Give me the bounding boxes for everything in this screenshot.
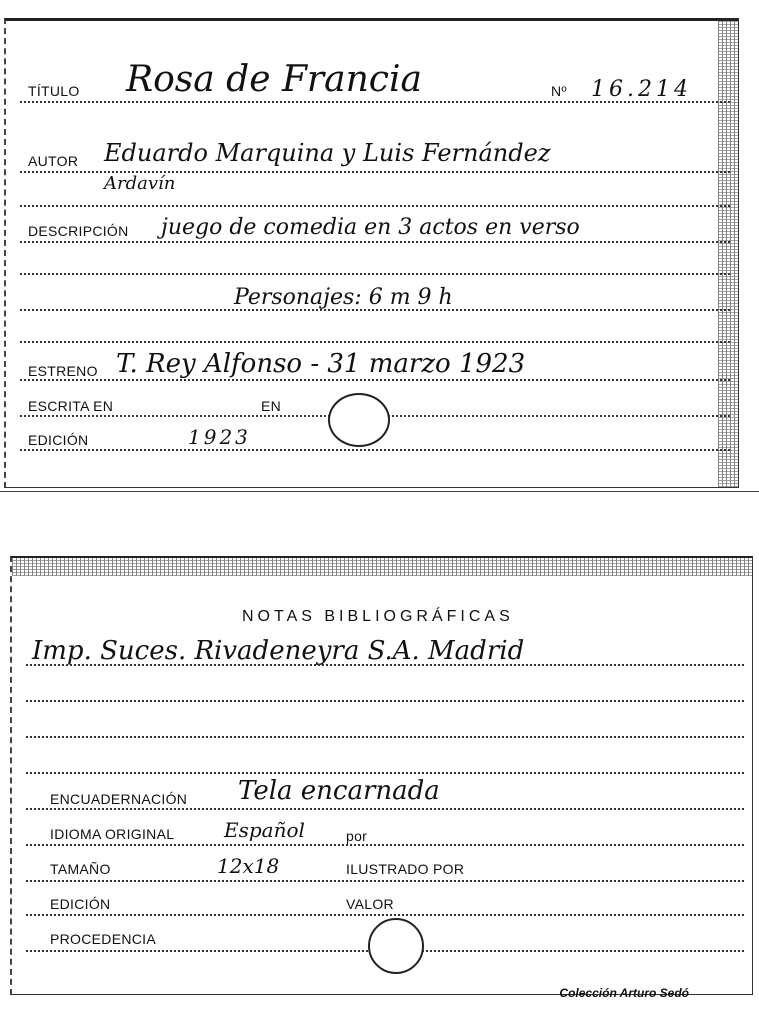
- autor-label: AUTOR: [28, 153, 79, 169]
- punch-hole: [368, 918, 424, 974]
- valor-label: VALOR: [346, 896, 394, 912]
- edicion-value: 1923: [188, 425, 251, 449]
- notas-value: Imp. Suces. Rivadeneyra S.A. Madrid: [32, 636, 525, 666]
- rule: [20, 449, 730, 451]
- titulo-label: TÍTULO: [28, 83, 80, 99]
- idioma-value: Español: [224, 818, 305, 842]
- rule: [26, 700, 744, 702]
- rule: [26, 880, 744, 882]
- rule: [20, 379, 730, 381]
- estreno-label: ESTRENO: [28, 363, 98, 379]
- estreno-value: T. Rey Alfonso - 31 marzo 1923: [116, 349, 526, 379]
- tamano-label: TAMAÑO: [50, 861, 111, 877]
- rule: [26, 914, 744, 916]
- punch-hole: [328, 393, 390, 447]
- en-label: EN: [261, 398, 282, 414]
- numero-value: 16.214: [591, 77, 692, 102]
- collection-credit: Colección Arturo Sedó: [559, 986, 689, 1000]
- catalog-card-bottom: [10, 556, 753, 995]
- rule: [26, 736, 744, 738]
- rule: [26, 844, 744, 846]
- rule: [20, 273, 730, 275]
- escrita-en-label: ESCRITA EN: [28, 398, 114, 414]
- edicion-label: EDICIÓN: [28, 432, 89, 448]
- personajes-value: Personajes: 6 m 9 h: [234, 285, 453, 310]
- rule: [20, 341, 730, 343]
- notas-bibliograficas-title: NOTAS BIBLIOGRÁFICAS: [242, 608, 514, 625]
- por-label: por: [346, 828, 368, 844]
- encuadernacion-label: ENCUADERNACIÓN: [50, 791, 188, 807]
- card-texture-top: [718, 21, 738, 487]
- rule: [20, 205, 730, 207]
- autor-value-line2: Ardavín: [104, 173, 176, 194]
- procedencia-label: PROCEDENCIA: [50, 931, 156, 947]
- numero-label: Nº: [551, 83, 567, 99]
- descripcion-value: juego de comedia en 3 actos en verso: [161, 215, 580, 240]
- catalog-card-top: [4, 18, 739, 488]
- rule: [26, 772, 744, 774]
- tamano-value: 12x18: [217, 854, 280, 878]
- descripcion-label: DESCRIPCIÓN: [28, 223, 129, 239]
- idioma-original-label: IDIOMA ORIGINAL: [50, 826, 175, 842]
- titulo-value: Rosa de Francia: [126, 59, 422, 100]
- encuadernacion-value: Tela encarnada: [238, 776, 440, 806]
- rule: [20, 241, 730, 243]
- autor-value-line1: Eduardo Marquina y Luis Fernández: [104, 139, 551, 167]
- edicion-label-bottom: EDICIÓN: [50, 896, 111, 912]
- rule: [26, 664, 744, 666]
- card-texture-bottom: [12, 558, 752, 576]
- ilustrado-por-label: ILUSTRADO POR: [346, 861, 465, 877]
- rule: [20, 171, 730, 173]
- card-divider-line: [0, 491, 759, 492]
- rule: [20, 309, 730, 311]
- rule: [20, 101, 730, 103]
- rule: [26, 808, 744, 810]
